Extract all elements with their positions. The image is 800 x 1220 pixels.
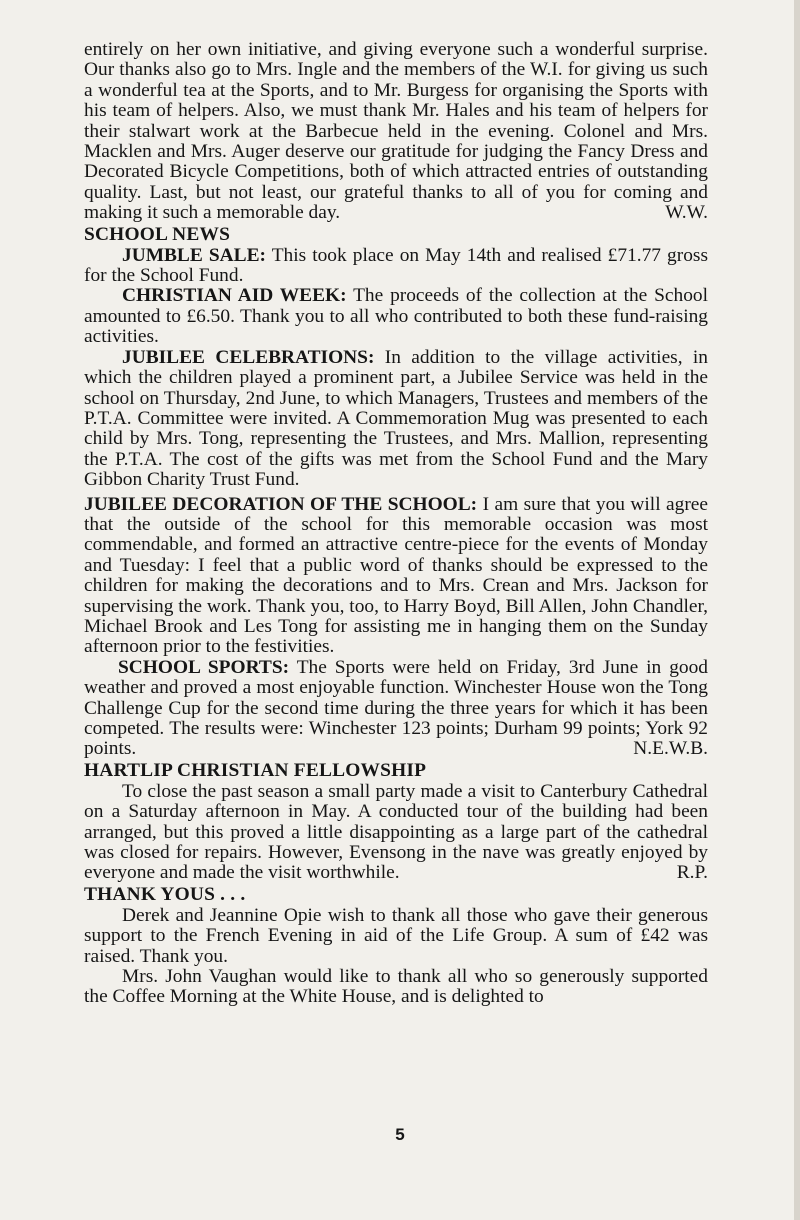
intro-signature: W.W. [665,202,708,224]
page-number: 5 [395,1125,405,1144]
jubilee-celebrations-text: In addition to the village activities, in which the children played a prominent part, a Jubilee Service was held in the school on Thursday, 2nd June, to which Managers, Trustees and members of the P.T.A. Committee were invited. A Commemoration Mug was presented to each child by Mrs. Tong, representing the Trustees, and Mrs. Mallion, representing the P.T.A. The cost of the gifts was met from the School Fund and the Mary Gibbon Charity Trust Fund. [84,346,708,491]
fellowship-text: To close the past season a small party made a visit to Canterbury Cathedral on a Saturday afternoon in May. A conducted tour of the building had been arranged, but this proved a little disappointing as a large part of the cathedral was closed for repairs. However, Evensong in the nave was greatly enjoyed by everyone and made the visit worthwhile. [84,780,708,884]
jubilee-celebrations-paragraph [84,348,708,491]
christian-aid-paragraph [84,286,708,347]
school-sports-paragraph [84,658,708,760]
jubilee-decoration-text: I am sure that you will agree that the outside of the school for this memorable occasion was most commendable, and formed an attractive centre-piece for the events of Monday and Tuesday: I feel that a public word of thanks should be expressed to the children for making the decorations and to Mrs. Crean and Mrs. Jackson for supervising the work. Thank you, too, to Harry Boyd, Bill Allen, John Chandler, Michael Brook and Les Tong for assisting me in hanging them on the Sunday afternoon prior to the festivities. [84,493,708,658]
intro-paragraph [84,40,708,224]
thank-you-opie-paragraph: Derek and Jeannine Opie wish to thank all those who gave their generous support to the French Evening in aid of the Life Group. A sum of £42 was raised. Thank you. [84,904,708,967]
christian-aid-text: The proceeds of the collection at the School amounted to £6.50. Thank you to all who contributed to both these fund-raising activities. [84,285,708,348]
thank-yous-heading: THANK YOUS . . . [84,883,246,905]
school-news-signature: N.E.W.B. [633,738,708,760]
school-sports-lead: SCHOOL SPORTS: [118,656,290,678]
jubilee-decoration-paragraph [84,495,708,658]
fellowship-signature: R.P. [676,862,708,884]
jumble-sale-paragraph [84,246,708,287]
school-news-heading: SCHOOL NEWS [84,223,231,245]
jubilee-decoration-lead: JUBILEE DECORATION OF THE SCHOOL: [84,493,478,515]
article-column [84,40,708,1008]
fellowship-paragraph [84,782,708,884]
intro-text: entirely on her own initiative, and giving everyone such a wonderful surprise. Our thanks also go to Mrs. Ingle and the members of the W.I. for giving us such a wonderful tea at the Sports, and to Mr. Burgess for organising the Sports with his team of helpers. Also, we must thank Mr. Hales and his team of helpers for their stalwart work at the Barbecue held in the evening. Colonel and Mrs. Macklen and Mrs. Auger deserve our gratitude for judging the Fancy Dress and Decorated Bicycle Competitions, both of which attracted entries of outstanding quality. Last, but not least, our grateful thanks to all of you for coming and making it such a memorable day. [84,39,708,224]
jumble-sale-text: This took place on May 14th and realised £71.77 gross for the School Fund. [84,244,708,287]
fellowship-heading: HARTLIP CHRISTIAN FELLOWSHIP [84,759,427,781]
christian-aid-lead: CHRISTIAN AID WEEK: [122,285,347,307]
jubilee-celebrations-lead: JUBILEE CELEBRATIONS: [122,346,375,368]
page-edge [794,0,800,1220]
jumble-sale-lead: JUMBLE SALE: [122,244,266,266]
thank-you-vaughan-paragraph: Mrs. John Vaughan would like to thank all who so generously supported the Coffee Morning at the White House, and is delighted to [84,966,708,1008]
school-sports-text: The Sports were held on Friday, 3rd June in good weather and proved a most enjoyable function. Winchester House won the Tong Challenge Cup for the second time during the three years for which it has been competed. The results were: Winchester 123 points; Durham 99 points; York 92 points. [84,656,708,760]
